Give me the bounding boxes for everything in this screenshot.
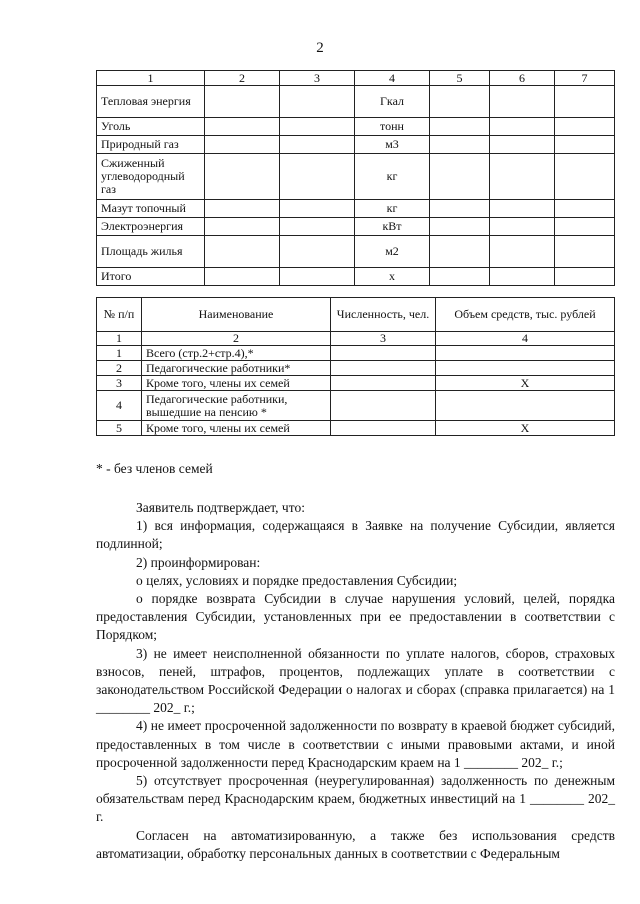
resource-name: Площадь жилья (97, 236, 205, 268)
count-cell (331, 376, 436, 391)
empty-cell (205, 154, 280, 200)
row-number: 2 (97, 361, 142, 376)
table-row (97, 200, 615, 218)
header-count: Численность, чел. (331, 298, 436, 332)
empty-cell (490, 218, 555, 236)
empty-cell (490, 118, 555, 136)
empty-cell (205, 218, 280, 236)
empty-cell (430, 200, 490, 218)
empty-cell (555, 200, 615, 218)
table-row (97, 86, 615, 118)
column-number: 1 (97, 71, 205, 86)
table-row (97, 154, 615, 200)
column-number: 2 (205, 71, 280, 86)
paragraph: 4) не имеет просроченной задолженности по возврату в краевой бюджет субсидий, предоставленных в том числе в соответствии с иными правовыми актами, и иной просроченной задолженности перед Краснодарским краем на 1 ________ 202_ г.; (96, 718, 615, 770)
paragraph: 3) не имеет неисполненной обязанности по уплате налогов, сборов, страховых взносов, пеней, штрафов, процентов, подлежащих уплате в соответствии с законодательством Российской Федерации о налогах и сборах (справка прилагается) на 1 ________ 202_ г.; (96, 645, 615, 716)
empty-cell (280, 200, 355, 218)
row-number: 3 (97, 376, 142, 391)
column-number: 5 (430, 71, 490, 86)
empty-cell (430, 218, 490, 236)
unit-cell: кг (355, 154, 430, 200)
empty-cell (490, 154, 555, 200)
unit-cell: кг (355, 200, 430, 218)
table-row (97, 118, 615, 136)
resource-name: Тепловая энергия (97, 86, 205, 118)
empty-cell (555, 154, 615, 200)
empty-cell (205, 136, 280, 154)
empty-cell (280, 86, 355, 118)
empty-cell (555, 218, 615, 236)
count-cell (331, 421, 436, 436)
empty-cell (430, 86, 490, 118)
count-cell (331, 391, 436, 421)
table-row (97, 218, 615, 236)
column-number: 4 (355, 71, 430, 86)
empty-cell (555, 136, 615, 154)
empty-cell (430, 154, 490, 200)
table-row (97, 421, 615, 436)
empty-cell (430, 268, 490, 286)
resources-table (96, 70, 615, 286)
row-name: Педагогические работники* (142, 361, 331, 376)
numbering-row (97, 332, 615, 346)
empty-cell (555, 118, 615, 136)
table-row (97, 268, 615, 286)
column-number: 3 (280, 71, 355, 86)
empty-cell (205, 236, 280, 268)
header-num: № п/п (97, 298, 142, 332)
unit-cell: кВт (355, 218, 430, 236)
table-header-row (97, 71, 615, 86)
table-row (97, 376, 615, 391)
row-number: 1 (97, 346, 142, 361)
empty-cell (430, 236, 490, 268)
unit-cell: м2 (355, 236, 430, 268)
table-row (97, 361, 615, 376)
empty-cell (280, 154, 355, 200)
empty-cell (280, 136, 355, 154)
paragraph: 5) отсутствует просроченная (неурегулированная) задолженность по денежным обязательствам перед Краснодарским краем, бюджетных инвестиций на 1 ________ 202_ г. (96, 773, 615, 825)
resource-name: Сжиженный углеводородный газ (97, 154, 205, 200)
row-number: 4 (97, 391, 142, 421)
empty-cell (280, 118, 355, 136)
empty-cell (490, 86, 555, 118)
row-name: Кроме того, члены их семей (142, 421, 331, 436)
paragraph: 2) проинформирован: (136, 554, 261, 570)
paragraph: о порядке возврата Субсидии в случае нарушения условий, целей, порядка предоставления Субсидии, установленных при ее предоставлении в соответствии с Порядком; (96, 591, 615, 643)
column-number: 7 (555, 71, 615, 86)
table-row (97, 136, 615, 154)
empty-cell (555, 236, 615, 268)
empty-cell (430, 136, 490, 154)
empty-cell (490, 268, 555, 286)
count-cell (331, 361, 436, 376)
unit-cell: Гкал (355, 86, 430, 118)
empty-cell (205, 268, 280, 286)
empty-cell (280, 268, 355, 286)
column-number: 6 (490, 71, 555, 86)
table-header-row (97, 298, 615, 332)
resource-name: Мазут топочный (97, 200, 205, 218)
column-number: 1 (97, 332, 142, 346)
empty-cell (490, 200, 555, 218)
row-name: Педагогические работники, вышедшие на пенсию * (142, 391, 331, 421)
paragraph: 1) вся информация, содержащаяся в Заявке на получение Субсидии, является подлинной; (96, 518, 615, 552)
row-name: Всего (стр.2+стр.4),* (142, 346, 331, 361)
empty-cell (205, 118, 280, 136)
footnote: * - без членов семей (96, 461, 213, 476)
declaration-text (96, 499, 615, 863)
amount-cell (436, 361, 615, 376)
resource-name: Уголь (97, 118, 205, 136)
resource-name: Электроэнергия (97, 218, 205, 236)
staff-table (96, 297, 615, 436)
empty-cell (280, 236, 355, 268)
resource-name: Природный газ (97, 136, 205, 154)
amount-cell (436, 346, 615, 361)
header-amount: Объем средств, тыс. рублей (436, 298, 615, 332)
amount-cell (436, 391, 615, 421)
header-name: Наименование (142, 298, 331, 332)
unit-cell: тонн (355, 118, 430, 136)
row-number: 5 (97, 421, 142, 436)
amount-cell: Х (436, 376, 615, 391)
resource-name: Итого (97, 268, 205, 286)
table-row (97, 236, 615, 268)
empty-cell (280, 218, 355, 236)
row-name: Кроме того, члены их семей (142, 376, 331, 391)
empty-cell (555, 86, 615, 118)
unit-cell: м3 (355, 136, 430, 154)
count-cell (331, 346, 436, 361)
empty-cell (430, 118, 490, 136)
empty-cell (490, 236, 555, 268)
table-row (97, 391, 615, 421)
empty-cell (205, 200, 280, 218)
column-number: 2 (142, 332, 331, 346)
paragraph: Согласен на автоматизированную, а также без использования средств автоматизации, обработку персональных данных в соответствии с Федеральным (96, 827, 615, 861)
paragraph: о целях, условиях и порядке предоставления Субсидии; (136, 572, 458, 588)
page-number: 2 (316, 40, 324, 56)
empty-cell (205, 86, 280, 118)
paragraph: Заявитель подтверждает, что: (136, 500, 305, 515)
empty-cell (490, 136, 555, 154)
unit-cell: х (355, 268, 430, 286)
column-number: 3 (331, 332, 436, 346)
column-number: 4 (436, 332, 615, 346)
empty-cell (555, 268, 615, 286)
amount-cell: Х (436, 421, 615, 436)
table-row (97, 346, 615, 361)
